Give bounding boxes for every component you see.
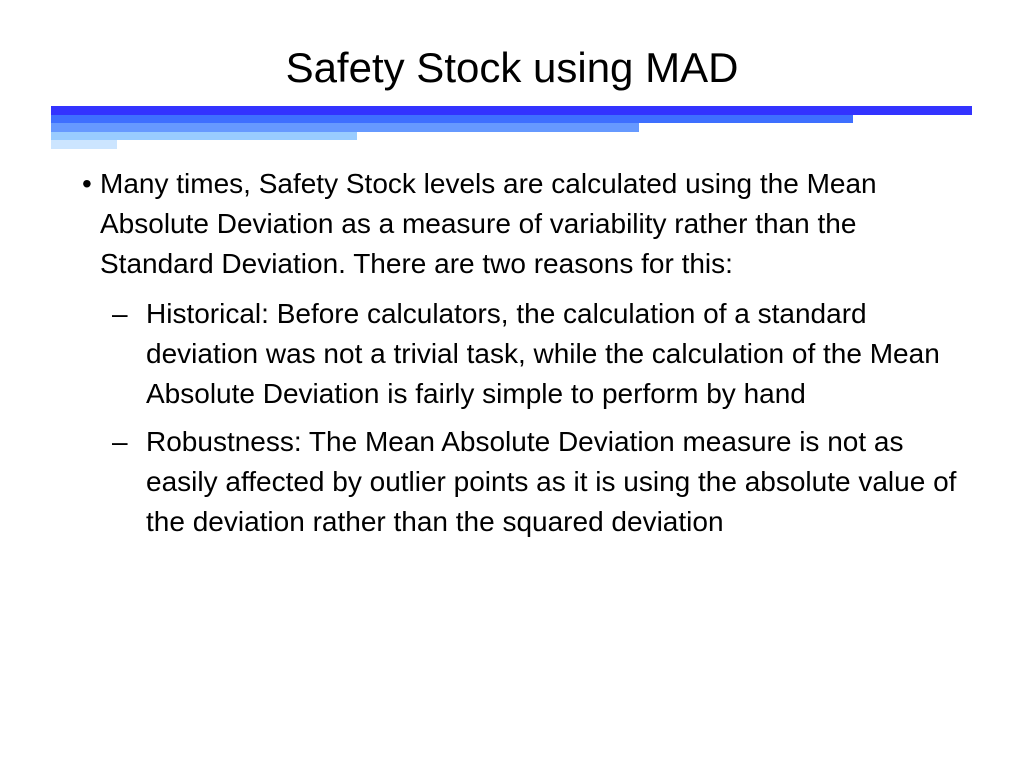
decorative-bar bbox=[51, 123, 639, 132]
sub-bullet-text: Historical: Before calculators, the calculation of a standard deviation was not a trivial task, while the calculation of the Mean Absolute Deviation is fairly simple to perform by hand bbox=[146, 298, 940, 409]
decorative-bar bbox=[51, 140, 117, 149]
dash-marker: – bbox=[112, 426, 128, 457]
sub-bullet-list bbox=[60, 294, 960, 542]
dash-marker: – bbox=[112, 298, 128, 329]
bullet-text: Many times, Safety Stock levels are calculated using the Mean Absolute Deviation as a measure of variability rather than the Standard Deviation. There are two reasons for this: bbox=[100, 168, 877, 279]
decorative-bar bbox=[51, 132, 357, 140]
title-underline-bars bbox=[0, 0, 1024, 160]
sub-bullet-robustness bbox=[60, 422, 960, 542]
bullet-item bbox=[60, 164, 960, 284]
sub-bullet-historical bbox=[60, 294, 960, 414]
slide-body bbox=[60, 164, 960, 550]
bullet-marker: • bbox=[82, 168, 92, 199]
sub-bullet-text: Robustness: The Mean Absolute Deviation measure is not as easily affected by outlier points as it is using the absolute value of the deviation rather than the squared deviation bbox=[146, 426, 957, 537]
decorative-bar bbox=[51, 115, 853, 123]
slide-title: Safety Stock using MAD bbox=[285, 44, 739, 91]
decorative-bar bbox=[51, 106, 972, 115]
